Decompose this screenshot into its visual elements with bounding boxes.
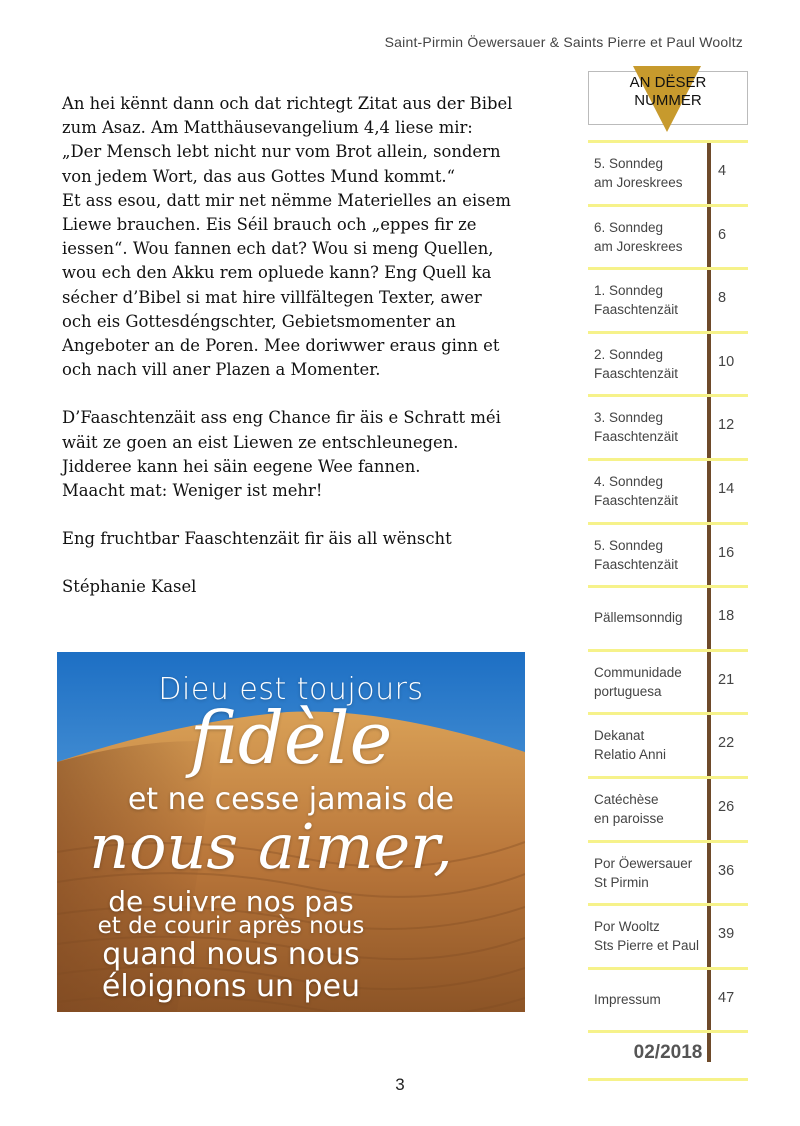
toc-item-label-line: Catéchèse: [594, 792, 659, 807]
issue-number: 02/2018: [633, 1042, 703, 1064]
table-of-contents: [588, 66, 748, 1066]
toc-item[interactable]: [588, 334, 748, 395]
page-number: 3: [395, 1075, 405, 1094]
poster-line: nous aimer,: [89, 810, 453, 883]
poster-line: quand nous nous: [102, 937, 360, 972]
toc-item-page: 6: [718, 226, 727, 243]
desert-quote-image: [57, 652, 525, 1012]
toc-item-label: [594, 608, 704, 627]
text-line: wou ech den Akku rem opluede kann? Eng Quell ka: [62, 263, 492, 283]
toc-item[interactable]: [588, 397, 748, 458]
text-line: iessen“. Wou fannen ech dat? Wou si meng Quellen,: [62, 239, 494, 259]
toc-item-page: 21: [718, 671, 735, 688]
poster-quote: [57, 652, 525, 1012]
toc-item-page: 47: [718, 989, 735, 1006]
text-line: „Der Mensch lebt nicht nur vom Brot allein, sondern: [62, 142, 501, 162]
running-header: Saint-Pirmin Öewersauer & Saints Pierre et Paul Wooltz: [384, 34, 743, 50]
toc-item[interactable]: [588, 906, 748, 967]
toc-item-label-line: 4. Sonndeg: [594, 474, 664, 489]
toc-item[interactable]: [588, 461, 748, 522]
toc-item-label: [594, 726, 704, 764]
text-line: Maacht mat: Weniger ist mehr!: [62, 481, 323, 501]
toc-item[interactable]: [588, 525, 748, 586]
toc-item-label: [594, 536, 704, 574]
toc-item[interactable]: [588, 588, 748, 649]
toc-item-label: [594, 854, 704, 892]
toc-item-label-line: Sts Pierre et Paul: [594, 938, 700, 954]
toc-item[interactable]: [588, 270, 748, 331]
toc-item-label-line: Faaschtenzäit: [594, 365, 679, 381]
poster-line: fidèle: [189, 696, 393, 780]
toc-item-label: [594, 917, 704, 955]
article-body: [62, 92, 562, 600]
toc-item-page: 39: [718, 926, 735, 943]
text-line: sécher d’Bibel si mat hire villfältegen Texter, awer: [62, 287, 482, 307]
signature: Stéphanie Kasel: [62, 577, 197, 597]
toc-item-label: [594, 663, 704, 701]
text-line: och nach vill aner Plazen a Momenter.: [62, 360, 381, 380]
toc-item-label: [594, 408, 704, 446]
toc-title: [588, 74, 748, 110]
toc-item-page: 8: [718, 290, 727, 307]
text-line: och eis Gottesdéngschter, Gebietsmomenter an: [62, 311, 456, 331]
toc-item[interactable]: [588, 143, 748, 204]
toc-item-label-line: Communidade: [594, 664, 682, 680]
poster-line: et de courir après nous: [97, 913, 365, 939]
toc-item-label: [594, 472, 704, 510]
toc-item-label-line: St Pirmin: [594, 874, 649, 890]
toc-item-label: [594, 345, 704, 383]
toc-item-label-line: en paroisse: [594, 811, 664, 826]
toc-item-page: 18: [718, 608, 735, 625]
toc-item-label-line: Faaschtenzäit: [594, 556, 679, 572]
poster-line: Dieu est toujours: [158, 672, 424, 707]
poster-line: et ne cesse jamais de: [127, 782, 455, 817]
toc-item-label-line: Faaschtenzäit: [594, 302, 679, 318]
toc-item-label-line: Impressum: [594, 991, 661, 1007]
paragraph-2: [62, 406, 562, 503]
toc-item-page: 16: [718, 544, 735, 561]
text-line: wäit ze goen an eist Liewen ze entschleunegen.: [62, 432, 459, 452]
toc-item-label-line: 5. Sonndeg: [594, 537, 664, 553]
toc-item-label-line: Faaschtenzäit: [594, 493, 679, 508]
text-line: Et ass esou, datt mir net nëmme Materielles an eisem: [62, 190, 511, 210]
toc-item-page: 36: [718, 862, 735, 879]
poster-line: éloignons un peu: [101, 969, 361, 1004]
text-line: Liewe brauchen. Eis Séil brauch och „eppes fir ze: [62, 215, 477, 235]
toc-item-label-line: Por Wooltz: [594, 919, 660, 935]
toc-separator: [588, 1030, 748, 1033]
toc-item-label: [594, 218, 704, 256]
text-line: Jidderee kann hei säin eegene Wee fannen.: [62, 456, 421, 476]
toc-item[interactable]: [588, 207, 748, 268]
poster-line: de suivre nos pas: [108, 885, 354, 918]
toc-item-label: [594, 154, 704, 192]
toc-item[interactable]: [588, 779, 748, 840]
text-line: D’Faaschtenzäit ass eng Chance fir äis e Schratt méi: [62, 408, 501, 428]
toc-item-label-line: Dekanat: [594, 728, 645, 744]
toc-item-label-line: 1. Sonndeg: [594, 283, 664, 299]
toc-item-label-line: Relatio Anni: [594, 747, 667, 763]
text-line: Angeboter an de Poren. Mee doriwwer eraus ginn et: [62, 336, 500, 356]
toc-item-page: 10: [718, 353, 735, 370]
toc-item-page: 12: [718, 417, 735, 434]
toc-item-label-line: 2. Sonndeg: [594, 346, 664, 362]
toc-item[interactable]: [588, 652, 748, 713]
closing-line: Eng fruchtbar Faaschtenzäit fir äis all wënscht: [62, 529, 452, 549]
toc-title-line: NUMMER: [634, 92, 702, 109]
toc-item[interactable]: [588, 970, 748, 1031]
toc-title-line: AN DËSER: [629, 74, 707, 91]
text-line: An hei kënnt dann och dat richtegt Zitat aus der Bibel: [62, 94, 513, 113]
toc-item-label-line: Pällemsonndig: [594, 610, 683, 626]
toc-item-page: 26: [718, 799, 735, 815]
paragraph-1: [62, 92, 562, 382]
toc-item-label-line: am Joreskrees: [594, 238, 683, 254]
toc-item[interactable]: [588, 715, 748, 776]
toc-item-label: [594, 990, 704, 1009]
toc-item-label-line: am Joreskrees: [594, 175, 683, 190]
toc-item-label-line: 6. Sonndeg: [594, 219, 664, 235]
toc-item-page: 22: [718, 735, 735, 752]
toc-item-label-line: portuguesa: [594, 683, 662, 699]
toc-item[interactable]: [588, 843, 748, 904]
text-line: zum Asaz. Am Matthäusevangelium 4,4 liese mir:: [62, 118, 473, 138]
text-line: von jedem Wort, das aus Gottes Mund kommt.“: [62, 166, 456, 186]
toc-item-label-line: 3. Sonndeg: [594, 410, 664, 426]
toc-item-label-line: Faaschtenzäit: [594, 429, 679, 445]
toc-item-page: 14: [718, 481, 735, 497]
toc-item-label-line: Por Öewersauer: [594, 855, 693, 871]
toc-item-page: 4: [718, 163, 727, 179]
toc-item-label: [594, 281, 704, 319]
toc-item-label-line: 5. Sonndeg: [594, 156, 664, 171]
toc-item-label: [594, 790, 704, 828]
